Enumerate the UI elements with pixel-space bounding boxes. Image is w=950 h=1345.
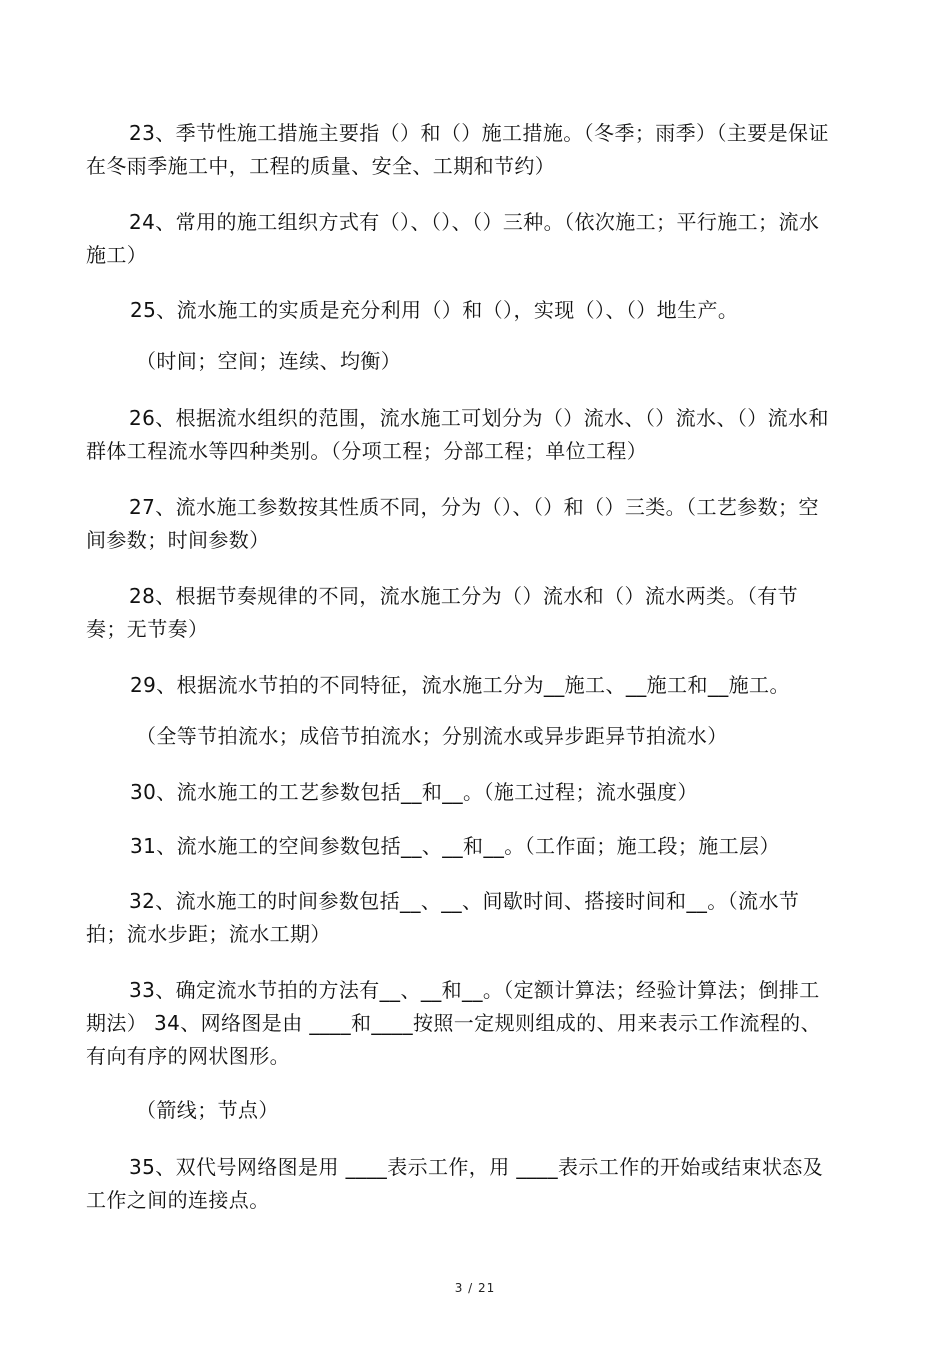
question-24: 24、常用的施工组织方式有（）、（）、（）三种。（依次施工；平行施工；流水施工） (86, 210, 820, 267)
question-35: 35、双代号网络图是用 ____表示工作，用 ____表示工作的开始或结束状态及工作之间的连接点。 (86, 1155, 824, 1212)
question-33-34: 33、确定流水节拍的方法有__、__和__。（定额计算法；经验计算法；倒排工期法） 34、网络图是由 ____和____按照一定规则组成的、用来表示工作流程的、有向有序的网状图形。 (86, 978, 821, 1068)
page-number: 3 / 21 (454, 1281, 496, 1295)
question-23: 23、季节性施工措施主要指（）和（）施工措施。（冬季；雨季）（主要是保证在冬雨季施工中，工程的质量、安全、工期和节约） (86, 121, 829, 178)
question-30: 30、流水施工的工艺参数包括__和__。（施工过程；流水强度） (130, 780, 698, 804)
question-32: 32、流水施工的时间参数包括__、__、间歇时间、搭接时间和__。（流水节拍；流水步距；流水工期） (86, 889, 800, 946)
question-28: 28、根据节奏规律的不同，流水施工分为（）流水和（）流水两类。（有节奏；无节奏） (86, 584, 799, 641)
answer-34: （箭线；节点） (136, 1098, 279, 1122)
question-27: 27、流水施工参数按其性质不同，分为（）、（）和（）三类。（工艺参数；空间参数；时间参数） (86, 495, 819, 552)
answer-25: （时间；空间；连续、均衡） (136, 349, 402, 373)
question-29: 29、根据流水节拍的不同特征，流水施工分为__施工、__施工和__施工。 (130, 673, 790, 697)
question-26: 26、根据流水组织的范围，流水施工可划分为（）流水、（）流水、（）流水和群体工程流水等四种类别。（分项工程；分部工程；单位工程） (86, 406, 829, 463)
question-31: 31、流水施工的空间参数包括__、__和__。（工作面；施工段；施工层） (130, 834, 780, 858)
question-25: 25、流水施工的实质是充分利用（）和（），实现（）、（）地生产。 (130, 298, 739, 322)
answer-29: （全等节拍流水；成倍节拍流水；分别流水或异步距异节拍流水） (136, 724, 728, 748)
